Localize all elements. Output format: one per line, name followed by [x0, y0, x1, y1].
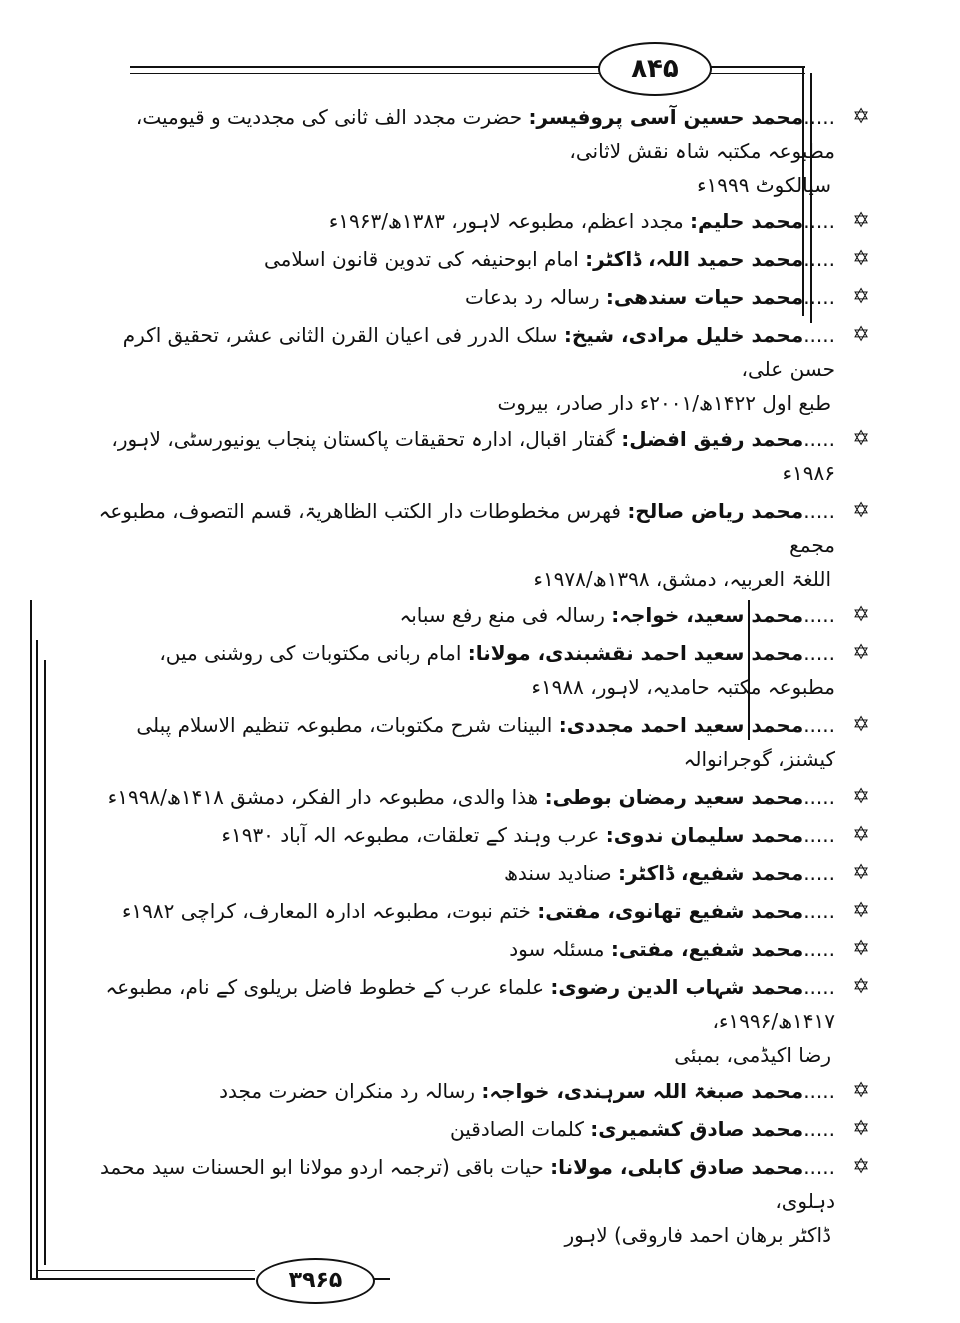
- star-bullet-icon: ✡: [852, 640, 870, 664]
- leader-dots: .....: [803, 427, 835, 451]
- entry-author: محمد سعید احمد نقشبندی، مولانا:: [467, 641, 804, 665]
- entry-author: محمد خلیل مرادی، شیخ:: [563, 323, 804, 347]
- entry-title: حیات باقی (ترجمہ اردو مولانا ابو الحسنات سید محمد دہلوی،: [99, 1155, 835, 1213]
- entry-author: محمد شفیع تھانوی، مفتی:: [537, 899, 804, 923]
- star-bullet-icon: ✡: [852, 602, 870, 626]
- entry-title: البینات شرح مکتوبات، مطبوعہ تنظیم الاسلام پبلی کیشنز، گوجرانوالہ: [136, 713, 835, 771]
- leader-dots: .....: [803, 1079, 835, 1103]
- entry-author: محمد سلیمان ندوی:: [605, 823, 804, 847]
- star-bullet-icon: ✡: [852, 860, 870, 884]
- leader-dots: .....: [803, 785, 835, 809]
- leader-dots: .....: [803, 1155, 835, 1179]
- bibliography-entry: [95, 636, 870, 704]
- leader-dots: .....: [803, 603, 835, 627]
- frame-line: [705, 73, 805, 74]
- leader-dots: .....: [803, 1117, 835, 1141]
- entry-author: محمد حلیم:: [690, 209, 804, 233]
- star-bullet-icon: ✡: [852, 426, 870, 450]
- leader-dots: .....: [803, 209, 835, 233]
- entry-title: کلمات الصادقین: [450, 1117, 591, 1141]
- star-bullet-icon: ✡: [852, 208, 870, 232]
- frame-line: [130, 66, 600, 68]
- bibliography-entry: [95, 932, 870, 966]
- entry-title: مسئلہ سود: [509, 937, 611, 961]
- frame-line: [36, 640, 38, 1280]
- bibliography-entry: [95, 780, 870, 814]
- entry-title: فھرس مخطوطات دار الکتب الظاھریۃ، قسم التصوف، مطبوعہ مجمع: [98, 499, 835, 557]
- star-bullet-icon: ✡: [852, 1154, 870, 1178]
- star-bullet-icon: ✡: [852, 104, 870, 128]
- frame-line: [705, 66, 805, 68]
- entry-title: علماء عرب کے خطوط فاضل بریلوی کے نام، مطبوعہ ۱۴۱۷ھ/۱۹۹۶ء،: [105, 975, 835, 1033]
- bibliography-entry: [95, 204, 870, 238]
- star-bullet-icon: ✡: [852, 322, 870, 346]
- leader-dots: .....: [803, 975, 835, 999]
- entry-author: محمد صادق کشمیری:: [590, 1117, 804, 1141]
- star-bullet-icon: ✡: [852, 284, 870, 308]
- entry-author: محمد حیات سندھی:: [605, 285, 804, 309]
- frame-line: [44, 660, 46, 1265]
- leader-dots: .....: [803, 105, 835, 129]
- star-bullet-icon: ✡: [852, 498, 870, 522]
- bibliography-entry: [95, 970, 870, 1072]
- frame-line: [30, 600, 32, 1280]
- entry-title: رسالہ رد منکران حضرت مجدد: [219, 1079, 482, 1103]
- bibliography-entry: [95, 856, 870, 890]
- entry-title: امام ابوحنیفہ کی تدوین قانون اسلامی: [263, 247, 586, 271]
- star-bullet-icon: ✡: [852, 936, 870, 960]
- leader-dots: .....: [803, 247, 835, 271]
- entry-author: محمد رفیق افضل:: [621, 427, 804, 451]
- page-number-top: ۸۴۵: [598, 42, 712, 96]
- leader-dots: .....: [803, 713, 835, 737]
- entry-title: حضرت مجدد الف ثانی کی مجددیت و قیومیت، مطبوعہ مکتبہ شاہ نقش لاثانی،: [135, 105, 835, 163]
- entry-continuation: اللغۃ العربیہ، دمشق، ۱۳۹۸ھ/۱۹۷۸ء: [533, 567, 831, 591]
- entry-title: صنادید سندھ: [503, 861, 619, 885]
- entry-author: محمد شفیع، مفتی:: [610, 937, 804, 961]
- leader-dots: .....: [803, 937, 835, 961]
- star-bullet-icon: ✡: [852, 1116, 870, 1140]
- bibliography-entry: [95, 708, 870, 776]
- entry-title: عرب وہند کے تعلقات، مطبوعہ الہ آباد ۱۹۳۰ء: [221, 823, 606, 847]
- entry-author: محمد شفیع، ڈاکٹر:: [618, 861, 804, 885]
- bibliography-entry: [95, 1074, 870, 1108]
- leader-dots: .....: [803, 641, 835, 665]
- frame-line: [36, 1270, 255, 1271]
- star-bullet-icon: ✡: [852, 1078, 870, 1102]
- entry-author: محمد سعید رمضان بوطی:: [544, 785, 804, 809]
- bibliography-entry: [95, 100, 870, 202]
- entry-continuation: طبع اول ۱۴۲۲ھ/۲۰۰۱ء دار صادر، بیروت: [497, 391, 831, 415]
- bibliography-entry: [95, 1150, 870, 1252]
- entry-title: رسالہ فی منع رفع سبابہ: [399, 603, 612, 627]
- entry-author: محمد صادق کابلی، مولانا:: [550, 1155, 804, 1179]
- bibliography-entry: [95, 422, 870, 490]
- leader-dots: .....: [803, 899, 835, 923]
- entry-author: محمد شہاب الدین رضوی:: [550, 975, 804, 999]
- entry-title: گفتار اقبال، ادارہ تحقیقات پاکستان پنجاب یونیورسٹی، لاہور، ۱۹۸۶ء: [111, 427, 835, 485]
- entry-title: رسالہ رد بدعات: [464, 285, 606, 309]
- entry-author: محمد ریاض صالح:: [627, 499, 804, 523]
- leader-dots: .....: [803, 823, 835, 847]
- entry-author: محمد حسین آسی پروفیسر:: [528, 105, 804, 129]
- leader-dots: .....: [803, 323, 835, 347]
- entry-author: محمد سعید، خواجہ:: [611, 603, 804, 627]
- bibliography-entry: [95, 598, 870, 632]
- bibliography-entry: [95, 818, 870, 852]
- star-bullet-icon: ✡: [852, 974, 870, 998]
- leader-dots: .....: [803, 285, 835, 309]
- entry-continuation: ڈاکٹر برھان احمد فاروقی) لاہور: [564, 1223, 831, 1247]
- star-bullet-icon: ✡: [852, 784, 870, 808]
- entry-continuation: رضا اکیڈمی، بمبئی: [674, 1043, 831, 1067]
- entry-continuation: سیالکوٹ ۱۹۹۹ء: [697, 173, 831, 197]
- leader-dots: .....: [803, 861, 835, 885]
- bibliography-entry: [95, 1112, 870, 1146]
- entry-title: ھذا والدی، مطبوعہ دار الفکر، دمشق ۱۴۱۸ھ/۱۹۹۸ء: [107, 785, 545, 809]
- star-bullet-icon: ✡: [852, 246, 870, 270]
- page-number-bottom: ۳۹۶۵: [256, 1258, 375, 1304]
- star-bullet-icon: ✡: [852, 712, 870, 736]
- entry-title: امام ربانی مکتوبات کی روشنی میں، مطبوعہ مکتبہ حامدیہ، لاہور، ۱۹۸۸ء: [159, 641, 835, 699]
- bibliography-entry: [95, 894, 870, 928]
- frame-line: [130, 73, 600, 74]
- star-bullet-icon: ✡: [852, 822, 870, 846]
- bibliography-entry: [95, 494, 870, 596]
- leader-dots: .....: [803, 499, 835, 523]
- star-bullet-icon: ✡: [852, 898, 870, 922]
- entry-author: محمد سعید احمد مجددی:: [558, 713, 804, 737]
- bibliography-entry: [95, 242, 870, 276]
- bibliography-entry: [95, 318, 870, 420]
- frame-line: [30, 1278, 255, 1280]
- entry-author: محمد حمید اللہ، ڈاکٹر:: [585, 247, 804, 271]
- entry-title: ختم نبوت، مطبوعہ ادارہ المعارف، کراچی ۱۹۸۲ء: [121, 899, 538, 923]
- bibliography-entry: [95, 280, 870, 314]
- bibliography-list: [95, 100, 870, 1254]
- entry-author: محمد صبغۃ اللہ سرہندی، خواجہ:: [481, 1079, 804, 1103]
- entry-title: مجدد اعظم، مطبوعہ لاہور، ۱۳۸۳ھ/۱۹۶۳ء: [328, 209, 691, 233]
- entry-title: سلک الدرر فی اعیان القرن الثانی عشر، تحقیق اکرم حسن علی،: [122, 323, 835, 381]
